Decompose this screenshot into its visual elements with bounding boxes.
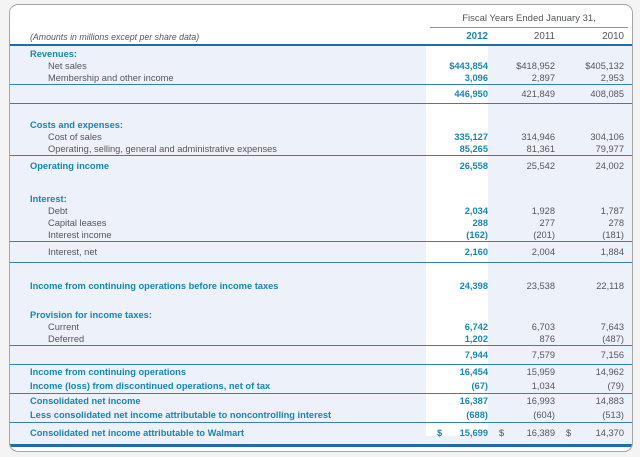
value-2012: 446,950 bbox=[454, 89, 488, 99]
section-rule bbox=[10, 345, 632, 346]
value-2010: (181) bbox=[602, 230, 624, 240]
row-label: Operating, selling, general and administrative expenses bbox=[48, 144, 277, 154]
table-row bbox=[10, 309, 632, 321]
value-2010: 408,085 bbox=[590, 89, 624, 99]
row-spacer bbox=[10, 293, 632, 309]
table-row bbox=[10, 217, 632, 229]
value-2010 bbox=[557, 428, 626, 438]
value-2012 bbox=[428, 428, 490, 438]
value-2012: 3,096 bbox=[464, 73, 488, 83]
value-2011: 314,946 bbox=[521, 132, 555, 142]
value-2011: 421,849 bbox=[521, 89, 555, 99]
value-2010: 24,002 bbox=[595, 161, 624, 171]
value-2012: 7,944 bbox=[464, 350, 488, 360]
table-row bbox=[10, 394, 632, 408]
table-row bbox=[10, 379, 632, 393]
value-2010: (79) bbox=[607, 381, 624, 391]
table-row bbox=[10, 72, 632, 84]
value-2010: 2,953 bbox=[600, 73, 624, 83]
bottom-rule bbox=[10, 444, 632, 447]
value-2012: 2,160 bbox=[464, 247, 488, 257]
value-2011: 2,004 bbox=[531, 247, 555, 257]
section-rule bbox=[10, 393, 632, 394]
value-2010: 7,156 bbox=[600, 350, 624, 360]
row-label: Income from continuing operations bbox=[30, 367, 186, 377]
table-row bbox=[10, 119, 632, 131]
row-spacer bbox=[10, 263, 632, 279]
value-2010: (487) bbox=[602, 334, 624, 344]
value-2011: 25,542 bbox=[526, 161, 555, 171]
value-2012: 288 bbox=[472, 218, 488, 228]
row-label: Revenues: bbox=[30, 49, 78, 59]
row-label: Consolidated net income bbox=[30, 396, 141, 406]
value-2010: (513) bbox=[602, 410, 624, 420]
value-2012: 24,398 bbox=[459, 281, 488, 291]
table-row bbox=[10, 408, 632, 422]
row-spacer bbox=[10, 104, 632, 119]
value-2012: 85,265 bbox=[459, 144, 488, 154]
section-rule bbox=[10, 103, 632, 104]
value-number: 15,699 bbox=[459, 428, 488, 438]
year-column-2011: 2011 bbox=[533, 31, 555, 42]
row-label: Interest: bbox=[30, 194, 67, 204]
currency-symbol: $ bbox=[437, 428, 443, 438]
value-2010: 7,643 bbox=[600, 322, 624, 332]
table-row bbox=[10, 156, 632, 176]
value-2010: 1,787 bbox=[600, 206, 624, 216]
row-label: Cost of sales bbox=[48, 132, 102, 142]
value-number: 16,389 bbox=[526, 428, 555, 438]
row-label: Provision for income taxes: bbox=[30, 310, 152, 320]
table-row bbox=[10, 333, 632, 345]
row-label: Interest income bbox=[48, 230, 112, 240]
value-2011: 876 bbox=[539, 334, 555, 344]
value-2011: 23,538 bbox=[526, 281, 555, 291]
value-2012: 2,034 bbox=[464, 206, 488, 216]
amounts-note: (Amounts in millions except per share data) bbox=[30, 32, 200, 42]
value-2011: $418,952 bbox=[516, 61, 555, 71]
row-label: Income from continuing operations before income taxes bbox=[30, 281, 279, 291]
table-row bbox=[10, 242, 632, 262]
row-label: Consolidated net income attributable to Walmart bbox=[30, 428, 245, 438]
value-2010: 14,883 bbox=[595, 396, 624, 406]
table-row bbox=[10, 143, 632, 155]
value-2012: 16,454 bbox=[459, 367, 488, 377]
table-row bbox=[10, 365, 632, 379]
value-number: 14,370 bbox=[595, 428, 624, 438]
value-2010: 278 bbox=[608, 218, 624, 228]
table-row bbox=[10, 321, 632, 333]
row-spacer bbox=[10, 176, 632, 193]
row-label: Net sales bbox=[48, 61, 87, 71]
section-rule bbox=[10, 422, 632, 423]
row-label: Income (loss) from discontinued operations, net of tax bbox=[30, 381, 271, 391]
section-rule bbox=[10, 364, 632, 365]
value-2011: (604) bbox=[533, 410, 555, 420]
value-2010: 22,118 bbox=[596, 281, 624, 291]
value-2011: 1,034 bbox=[531, 381, 555, 391]
value-2011: (201) bbox=[533, 230, 555, 240]
value-2011: 15,959 bbox=[526, 367, 555, 377]
value-2012: 16,387 bbox=[459, 396, 488, 406]
fiscal-years-header: Fiscal Years Ended January 31, bbox=[430, 13, 628, 28]
value-2010: 14,962 bbox=[595, 367, 624, 377]
value-2011: 2,897 bbox=[531, 73, 555, 83]
value-2011: 6,703 bbox=[531, 322, 555, 332]
income-statement-card bbox=[9, 4, 633, 452]
value-2012: (67) bbox=[471, 381, 488, 391]
table-row bbox=[10, 193, 632, 205]
row-label: Interest, net bbox=[48, 247, 98, 257]
value-2011: 81,361 bbox=[526, 144, 555, 154]
table-row bbox=[10, 279, 632, 293]
value-2012: 6,742 bbox=[464, 322, 488, 332]
row-label: Costs and expenses: bbox=[30, 120, 124, 130]
table-row bbox=[10, 346, 632, 364]
currency-symbol: $ bbox=[566, 428, 572, 438]
value-2012: 335,127 bbox=[454, 132, 488, 142]
value-2012: 1,202 bbox=[464, 334, 488, 344]
value-2012: (688) bbox=[466, 410, 488, 420]
section-rule bbox=[10, 241, 632, 242]
value-2011: 16,993 bbox=[526, 396, 555, 406]
row-label: Deferred bbox=[48, 334, 85, 344]
table-row bbox=[10, 229, 632, 241]
value-2010: 1,884 bbox=[600, 247, 624, 257]
row-label: Operating income bbox=[30, 161, 110, 171]
row-label: Capital leases bbox=[48, 218, 107, 228]
value-2012: (162) bbox=[466, 230, 488, 240]
income-statement-table bbox=[10, 46, 632, 447]
value-2011: 277 bbox=[539, 218, 555, 228]
table-rows bbox=[10, 48, 632, 447]
currency-symbol: $ bbox=[499, 428, 505, 438]
value-2010: $405,132 bbox=[585, 61, 624, 71]
value-2011 bbox=[490, 428, 557, 438]
year-column-2010: 2010 bbox=[602, 31, 624, 42]
value-2010: 304,106 bbox=[590, 132, 624, 142]
table-row bbox=[10, 205, 632, 217]
value-2012: $443,854 bbox=[449, 61, 488, 71]
table-row bbox=[10, 131, 632, 143]
table-header bbox=[10, 5, 632, 44]
table-row bbox=[10, 85, 632, 103]
row-label: Debt bbox=[48, 206, 68, 216]
table-row bbox=[10, 60, 632, 72]
value-2012: 26,558 bbox=[459, 161, 488, 171]
column-header-row bbox=[10, 31, 632, 42]
table-row bbox=[10, 423, 632, 443]
section-rule bbox=[10, 262, 632, 263]
row-label: Less consolidated net income attributable to noncontrolling interest bbox=[30, 410, 332, 420]
year-column-2012: 2012 bbox=[466, 31, 488, 42]
section-rule bbox=[10, 155, 632, 156]
value-2010: 79,977 bbox=[595, 144, 624, 154]
section-rule bbox=[10, 84, 632, 85]
table-row bbox=[10, 48, 632, 60]
value-2011: 1,928 bbox=[531, 206, 555, 216]
row-label: Current bbox=[48, 322, 80, 332]
row-label: Membership and other income bbox=[48, 73, 174, 83]
value-2011: 7,579 bbox=[531, 350, 555, 360]
